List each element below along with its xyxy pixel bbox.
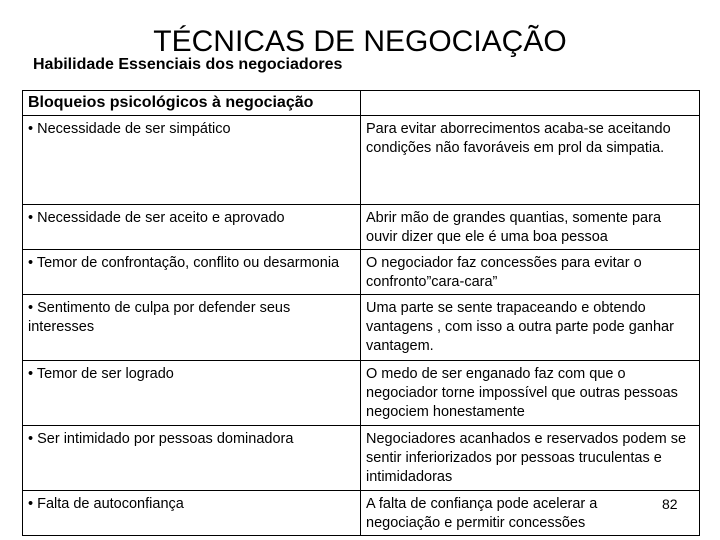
- block-cell: • Ser intimidado por pessoas dominadora: [23, 426, 361, 491]
- slide-subtitle: Habilidade Essenciais dos negociadores: [33, 56, 343, 73]
- block-cell: • Falta de autoconfiança: [23, 491, 361, 536]
- table-header-row: [23, 91, 700, 116]
- table-row: [23, 361, 700, 426]
- effect-cell: O negociador faz concessões para evitar o confronto”cara-cara”: [361, 250, 700, 295]
- block-cell: • Necessidade de ser simpático: [23, 116, 361, 205]
- effect-cell: Abrir mão de grandes quantias, somente para ouvir dizer que ele é uma boa pessoa: [361, 205, 700, 250]
- effect-cell: A falta de confiança pode acelerar a negociação e permitir concessões: [361, 491, 700, 536]
- table-row: [23, 205, 700, 250]
- table-row: [23, 116, 700, 205]
- table-row: [23, 426, 700, 491]
- effect-cell: Uma parte se sente trapaceando e obtendo vantagens , com isso a outra parte pode ganhar vantagem.: [361, 295, 700, 361]
- table-row: [23, 250, 700, 295]
- effect-cell: Para evitar aborrecimentos acaba-se aceitando condições não favoráveis em prol da simpatia.: [361, 116, 700, 205]
- table-header-left: Bloqueios psicológicos à negociação: [23, 91, 361, 116]
- slide-title: TÉCNICAS DE NEGOCIAÇÃO: [153, 25, 567, 58]
- table-row: [23, 491, 700, 536]
- psychological-blocks-table: [22, 90, 700, 536]
- page-number: 82: [662, 496, 678, 512]
- effect-cell: Negociadores acanhados e reservados podem se sentir inferiorizados por pessoas truculentas e intimidadoras: [361, 426, 700, 491]
- table-row: [23, 295, 700, 361]
- block-cell: • Necessidade de ser aceito e aprovado: [23, 205, 361, 250]
- block-cell: • Temor de confrontação, conflito ou desarmonia: [23, 250, 361, 295]
- block-cell: • Temor de ser logrado: [23, 361, 361, 426]
- effect-cell: O medo de ser enganado faz com que o negociador torne impossível que outras pessoas negociem honestamente: [361, 361, 700, 426]
- block-cell: • Sentimento de culpa por defender seus interesses: [23, 295, 361, 361]
- table-header-right: [361, 91, 700, 116]
